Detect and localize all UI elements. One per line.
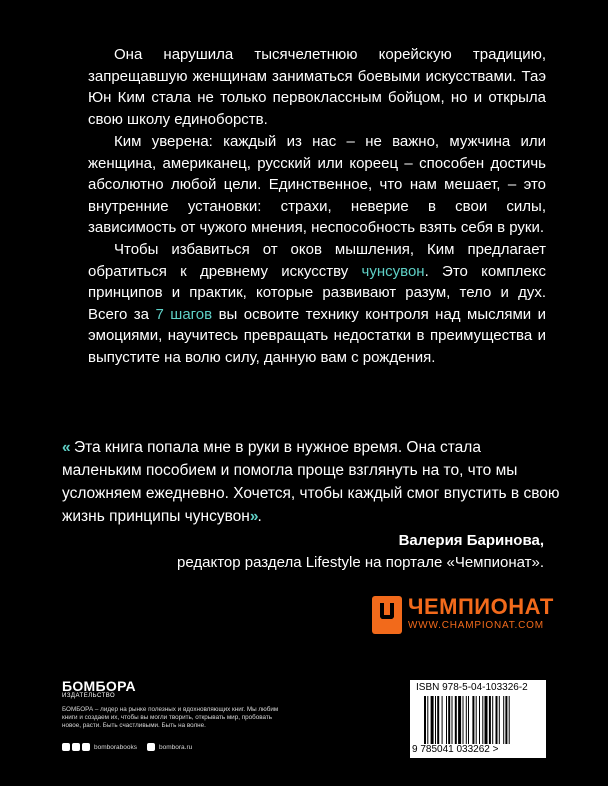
isbn-barcode-box <box>410 680 546 758</box>
championat-name: ЧЕМПИОНАТ <box>408 594 554 619</box>
social-handle: bomborabooks <box>94 743 137 751</box>
author-title: редактор раздела Lifestyle на портале «Чемпионат». <box>177 554 544 571</box>
isbn-label: ISBN 978-5-04-103326-2 <box>416 682 528 693</box>
youtube-icon <box>82 743 90 751</box>
paragraph-3-part2: . Это комплекс принципов и практик, которые развивают разум, тело и дух. Всего за <box>88 262 546 323</box>
championat-url: WWW.CHAMPIONAT.COM <box>408 620 544 631</box>
bombora-description: БОМБОРА – лидер на рынке полезных и вдохновляющих книг. Мы любим книги и создаем их, чтобы вы могли творить, открывать мир, пробовать новое, расти. Быть счастливыми. Быть на волне. <box>62 706 279 729</box>
globe-icon <box>147 743 155 751</box>
quote-close-mark: » <box>249 508 258 525</box>
social-links <box>62 742 202 752</box>
championat-shield-icon <box>372 596 402 634</box>
paragraph-3 <box>88 239 546 368</box>
paragraph-2: Ким уверена: каждый из нас – не важно, мужчина или женщина, американец, русский или кореец – способен достичь абсолютно любой цели. Единственное, что нам мешает, – это внутренние установки: страхи, неверие в свои силы, зависимость от чужого мнения, неспособность взять себя в руки. <box>88 133 546 236</box>
championat-logo <box>372 594 552 638</box>
barcode-digits: 9 785041 033262 > <box>412 744 499 755</box>
highlight-7-steps: 7 шагов <box>155 305 213 323</box>
paragraph-1: Она нарушила тысячелетнюю корейскую традицию, запрещавшую женщинам заниматься боевыми искусствами. Таэ Юн Ким стала не только первоклассным бойцом, но и открыла свою школу единоборств. <box>88 46 546 128</box>
quote-text: Эта книга попала мне в руки в нужное время. Она стала маленьким пособием и помогла проще взглянуть на то, что мы усложняем ежедневно. Хочется, чтобы каждый смог впустить в свою жизнь принципы чунсувон <box>62 439 560 525</box>
instagram-icon <box>62 743 70 751</box>
author-name: Валерия Баринова, <box>398 532 544 549</box>
quote-open-mark: « <box>62 439 70 456</box>
bombora-logo: БОМБОРА <box>62 678 136 694</box>
review-quote: « Эта книга попала мне в руки в нужное время. Она стала маленьким пособием и помогла проще взглянуть на то, что мы усложняем ежедневно. Хочется, чтобы каждый смог впустить в свою жизнь принципы чунсувон». <box>62 439 560 525</box>
publisher-site: bombora.ru <box>159 743 193 751</box>
bombora-subtitle: ИЗДАТЕЛЬСТВО <box>62 693 116 699</box>
paragraph-3-part3: вы освоите технику контроля над мыслями и эмоциями, научитесь превращать недостатки в преимущества и выпустите на волю силу, данную вам с рождения. <box>88 305 547 366</box>
vk-icon <box>72 743 80 751</box>
highlight-chunsuvon: чунсувон <box>361 262 425 280</box>
quote-author <box>177 530 544 574</box>
barcode-icon <box>424 696 540 744</box>
paragraph-3-part1: Чтобы избавиться от оков мышления, Ким предлагает обратиться к древнему искусству <box>88 241 546 280</box>
